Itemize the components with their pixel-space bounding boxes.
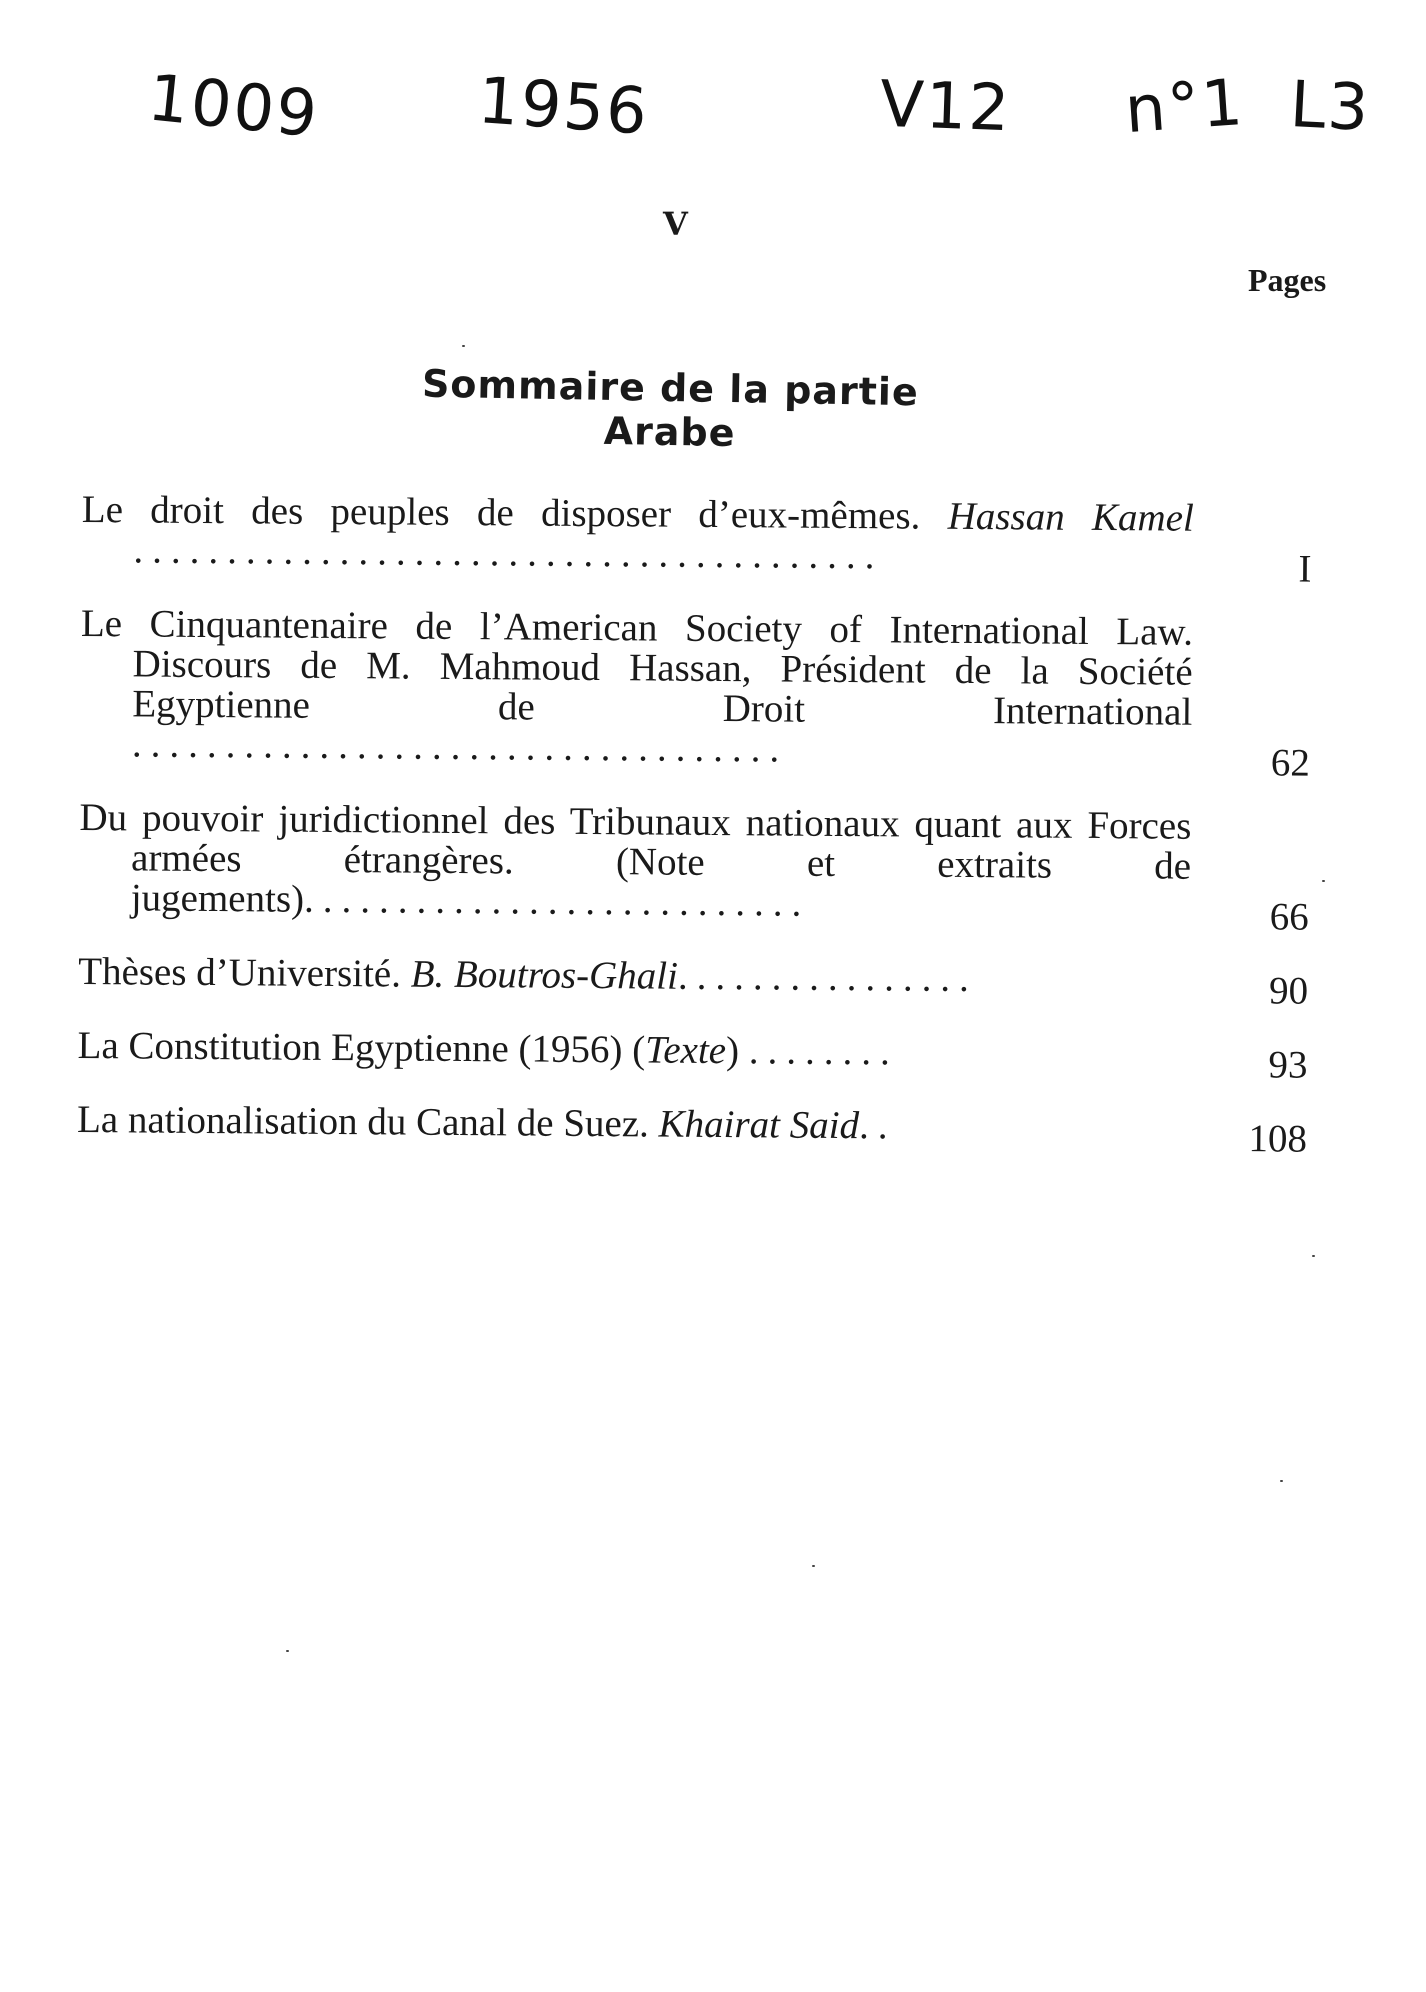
toc-entry-page: 90: [1268, 969, 1309, 1013]
toc-entry-title: Thèses d’Université. B. Boutros-Ghali................: [78, 949, 979, 1001]
toc-entry: [77, 1023, 1308, 1087]
toc-entry-author: B. Boutros-Ghali: [410, 952, 679, 998]
handwritten-note-number: n°1: [1122, 65, 1247, 149]
toc-entry-author: Texte: [645, 1028, 727, 1073]
leader-dots: ..: [858, 1104, 897, 1148]
toc-entry-author: Hassan Kamel: [947, 494, 1194, 540]
toc-entry-title: Le Cinquantenaire de l’American Society of International Law. Discours de M. Mahmoud Hassan, Président de la Société Egyptienne de Droit International ...................................: [80, 601, 1194, 771]
handwritten-note-label: L3: [1288, 67, 1373, 147]
scan-speck: [286, 1650, 289, 1652]
handwritten-note-volume: V12: [878, 67, 1013, 147]
toc-entry-page: 108: [1248, 1117, 1308, 1161]
scan-speck: [462, 345, 465, 347]
page-number: V: [663, 205, 688, 243]
scan-speck: [1280, 1480, 1283, 1482]
toc-entry-page: 93: [1268, 1043, 1308, 1087]
toc-entry-page: 62: [1270, 741, 1311, 785]
leader-dots: ........................................: [133, 528, 884, 578]
toc-entry-title: Le droit des peuples de disposer d’eux-mêmes. Hassan Kamel ........................................: [81, 488, 1194, 578]
toc-entry: [76, 1097, 1308, 1161]
leader-dots: ...................................: [131, 722, 789, 771]
toc-entry: [79, 795, 1310, 939]
toc-entry-title: La Constitution Egyptienne (1956) (Texte) ........: [77, 1023, 899, 1074]
leader-dots: ...........................: [303, 877, 811, 925]
handwritten-note-id: 1009: [144, 61, 323, 153]
toc-entry: [78, 949, 1309, 1013]
scan-speck: [1322, 880, 1325, 882]
scan-speck: [812, 1565, 815, 1567]
toc-entry-page: I: [1298, 547, 1312, 591]
toc-entry: [81, 488, 1312, 591]
toc-entry-title: Du pouvoir juridictionnel des Tribunaux nationaux quant aux Forces armées étrangères. (Note et extraits de jugements)...........................: [79, 795, 1192, 925]
leader-dots: ........: [748, 1029, 899, 1074]
pages-column-label: Pages: [1248, 262, 1327, 298]
toc-entry-title: La nationalisation du Canal de Suez. Khairat Said..: [76, 1097, 897, 1148]
section-title: Sommaire de la partie Arabe: [421, 361, 920, 456]
leader-dots: ................: [677, 954, 979, 1001]
toc-entry-author: Khairat Said: [658, 1102, 860, 1148]
scan-speck: [1312, 1255, 1315, 1257]
table-of-contents: [77, 490, 1312, 1184]
toc-entry-page: 66: [1269, 895, 1309, 939]
handwritten-note-year: 1956: [475, 64, 652, 150]
toc-entry: [80, 601, 1311, 785]
